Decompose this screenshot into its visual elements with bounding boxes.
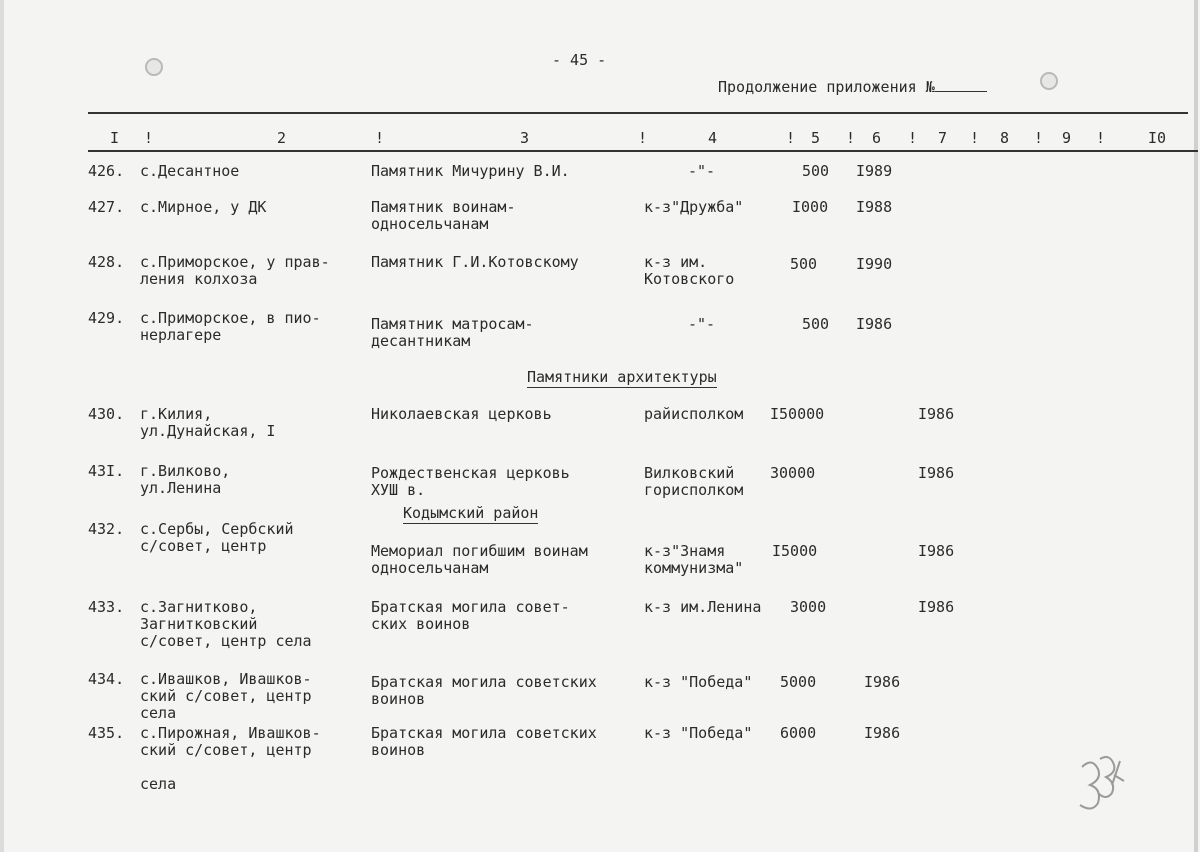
owner-cell: -"-: [688, 162, 716, 180]
owner-cell: -"-: [688, 315, 716, 333]
location-cell: с.Загнитково, Загнитковский с/совет, центр села: [140, 598, 312, 650]
section-heading-district: Кодымский район: [403, 504, 539, 522]
col-header-4: 4: [708, 129, 718, 147]
location-cell: с.Мирное, у ДК: [140, 198, 267, 216]
row-number: 428.: [88, 253, 125, 271]
col-separator: !: [786, 129, 796, 147]
location-cell: с.Ивашков, Ивашков- ский с/совет, центр села: [140, 670, 312, 722]
col-header-6: 6: [872, 129, 882, 147]
monument-cell: Памятник Г.И.Котовскому: [371, 253, 579, 271]
location-cell: г.Килия, ул.Дунайская, I: [140, 405, 276, 440]
col-header-5: 5: [811, 129, 821, 147]
owner-cell: к-з им. Котовского: [644, 253, 735, 288]
monument-cell: Братская могила совет- ских воинов: [371, 598, 570, 633]
cost-cell: 3000: [790, 598, 827, 616]
row-number: 433.: [88, 598, 125, 616]
monument-cell: Памятник воинам- односельчанам: [371, 198, 516, 233]
monument-cell: Рождественская церковь ХУШ в.: [371, 464, 570, 499]
year-cell: I986: [918, 464, 955, 482]
col-separator: !: [1034, 129, 1044, 147]
year-cell: I986: [918, 405, 955, 423]
row-number: 430.: [88, 405, 125, 423]
row-number: 426.: [88, 162, 125, 180]
year-cell: I986: [856, 315, 893, 333]
col-separator: !: [908, 129, 918, 147]
col-header-9: 9: [1062, 129, 1072, 147]
col-header-8: 8: [1000, 129, 1010, 147]
owner-cell: райисполком: [644, 405, 744, 423]
cost-cell: I50000: [770, 405, 825, 423]
year-cell: I988: [856, 198, 893, 216]
location-cell: с.Сербы, Сербский с/совет, центр: [140, 520, 294, 555]
monument-cell: Братская могила советских воинов: [371, 673, 597, 708]
header-top-rule: [88, 112, 1188, 114]
header-bottom-rule: [88, 150, 1198, 152]
page-number: - 45 -: [552, 51, 607, 69]
col-separator: !: [375, 129, 385, 147]
year-cell: I990: [856, 255, 893, 273]
col-header-10: I0: [1148, 129, 1167, 147]
cost-cell: 500: [802, 162, 830, 180]
col-header-7: 7: [938, 129, 948, 147]
right-scan-edge: [1194, 0, 1198, 852]
continuation-title: Продолжение приложения №: [718, 78, 987, 96]
location-cell: с.Приморское, в пио- нерлагере: [140, 309, 321, 344]
col-header-1: I: [110, 129, 120, 147]
col-separator: !: [144, 129, 154, 147]
row-number: 434.: [88, 670, 125, 688]
year-cell: I986: [918, 598, 955, 616]
owner-cell: к-з "Победа": [644, 673, 753, 691]
year-cell: I986: [918, 542, 955, 560]
monument-cell: Мемориал погибшим воинам односельчанам: [371, 542, 588, 577]
col-separator: !: [1096, 129, 1106, 147]
cost-cell: 500: [802, 315, 830, 333]
monument-cell: Братская могила советских воинов: [371, 724, 597, 759]
punch-hole-left: [145, 58, 163, 76]
cost-cell: 6000: [780, 724, 817, 742]
location-cell: с.Приморское, у прав- ления колхоза: [140, 253, 330, 288]
cost-cell: 5000: [780, 673, 817, 691]
punch-hole-right: [1040, 72, 1058, 90]
monument-cell: Памятник Мичурину В.И.: [371, 162, 570, 180]
row-number: 432.: [88, 520, 125, 538]
owner-cell: к-з"Знамя коммунизма": [644, 542, 744, 577]
cost-cell: I000: [792, 198, 829, 216]
left-scan-edge: [0, 0, 4, 852]
col-separator: !: [970, 129, 980, 147]
row-number: 435.: [88, 724, 125, 742]
section-heading-architecture: Памятники архитектуры: [527, 368, 717, 386]
year-cell: I986: [864, 724, 901, 742]
cost-cell: 30000: [770, 464, 816, 482]
cost-cell: I5000: [772, 542, 818, 560]
cost-cell: 500: [790, 255, 818, 273]
location-cell: с.Пирожная, Ивашков- ский с/совет, центр села: [140, 724, 321, 793]
year-cell: I989: [856, 162, 893, 180]
owner-cell: к-з им.Ленина: [644, 598, 762, 616]
row-number: 43I.: [88, 462, 125, 480]
col-header-2: 2: [277, 129, 287, 147]
owner-cell: Вилковский горисполком: [644, 464, 744, 499]
col-separator: !: [846, 129, 856, 147]
location-cell: г.Вилково, ул.Ленина: [140, 462, 231, 497]
col-separator: !: [638, 129, 648, 147]
handwritten-sheet-number: [1070, 745, 1130, 825]
owner-cell: к-з"Дружба": [644, 198, 744, 216]
monument-cell: Николаевская церковь: [371, 405, 552, 423]
row-number: 427.: [88, 198, 125, 216]
owner-cell: к-з "Победа": [644, 724, 753, 742]
appendix-number-blank: [935, 78, 987, 92]
location-cell: с.Десантное: [140, 162, 240, 180]
year-cell: I986: [864, 673, 901, 691]
col-header-3: 3: [520, 129, 530, 147]
monument-cell: Памятник матросам- десантникам: [371, 315, 534, 350]
row-number: 429.: [88, 309, 125, 327]
